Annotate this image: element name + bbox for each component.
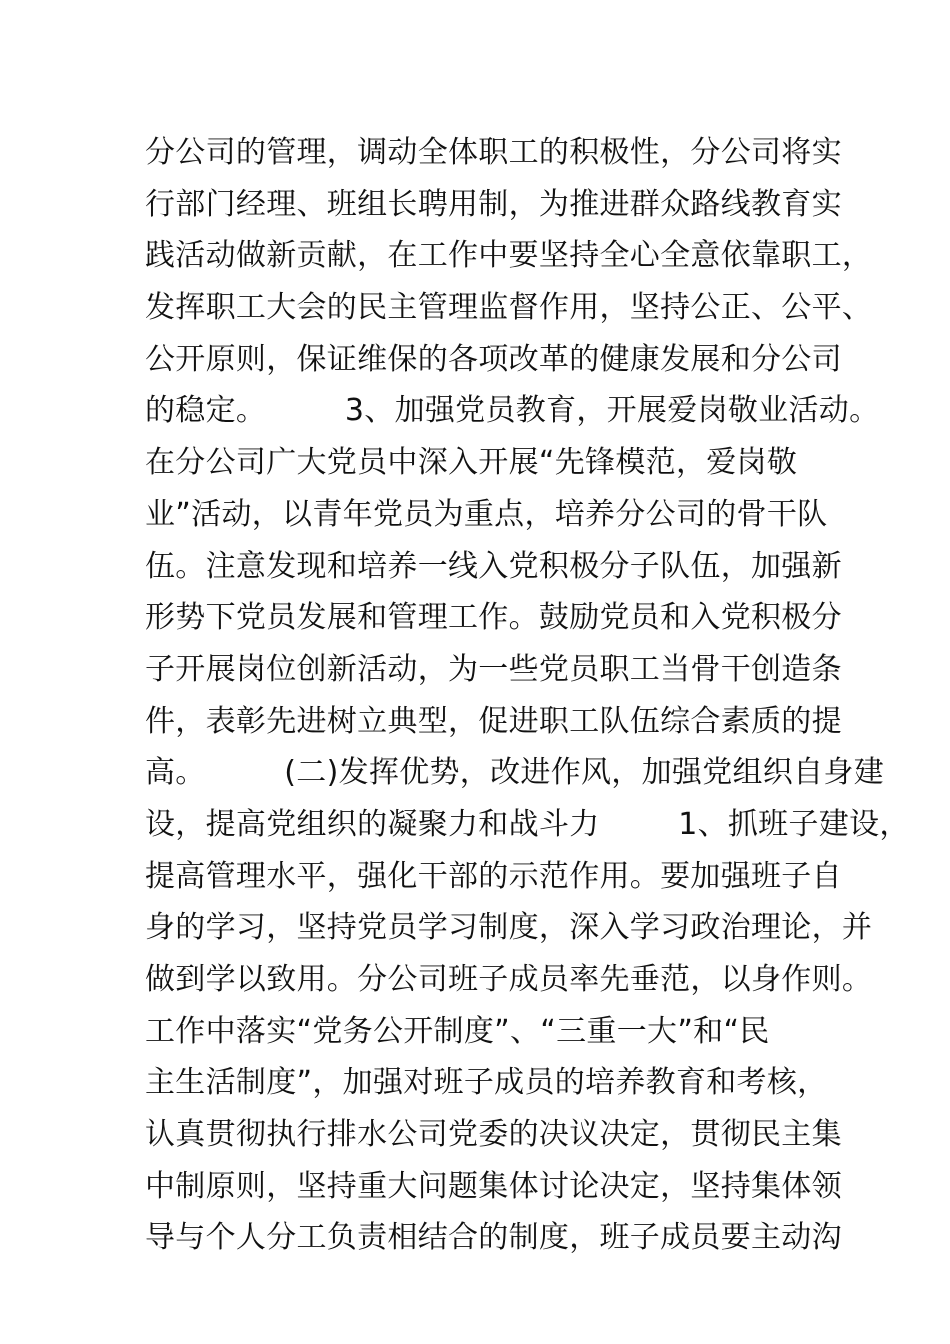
- text-line: 伍。注意发现和培养一线入党积极分子队伍，加强新: [145, 548, 842, 584]
- text-line: 高。 (二)发挥优势，改进作风，加强党组织自身建: [145, 755, 884, 791]
- text-line: 践活动做新贡献，在工作中要坚持全心全意依靠职工，: [145, 238, 873, 274]
- text-line: 行部门经理、班组长聘用制，为推进群众路线教育实: [145, 186, 842, 222]
- text-line: 中制原则，坚持重大问题集体讨论决定，坚持集体领: [145, 1168, 842, 1204]
- text-line: 分公司的管理，调动全体职工的积极性，分公司将实: [145, 135, 842, 170]
- text-line: 子开展岗位创新活动，为一些党员职工当骨干创造条: [145, 651, 842, 687]
- text-line: 主生活制度”，加强对班子成员的培养教育和考核，: [145, 1065, 828, 1101]
- text-line: 发挥职工大会的民主管理监督作用，坚持公正、公平、: [145, 290, 873, 326]
- text-line: 业”活动，以青年党员为重点，培养分公司的骨干队: [145, 496, 828, 532]
- text-line: 提高管理水平，强化干部的示范作用。要加强班子自: [145, 858, 842, 894]
- text-line: 公开原则，保证维保的各项改革的健康发展和分公司: [145, 341, 842, 377]
- text-line: 身的学习，坚持党员学习制度，深入学习政治理论，并: [145, 910, 873, 946]
- body-text: [145, 127, 910, 1264]
- text-line: 设，提高党组织的凝聚力和战斗力 1、抓班子建设，: [145, 806, 910, 842]
- text-line: 做到学以致用。分公司班子成员率先垂范，以身作则。: [145, 962, 873, 997]
- text-line: 的稳定。 3、加强党员教育，开展爱岗敬业活动。: [145, 393, 880, 429]
- text-line: 工作中落实“党务公开制度”、“三重一大”和“民: [145, 1013, 770, 1049]
- text-line: 在分公司广大党员中深入开展“先锋模范，爱岗敬: [145, 445, 798, 481]
- text-line: 形势下党员发展和管理工作。鼓励党员和入党积极分: [145, 600, 842, 636]
- text-line: 导与个人分工负责相结合的制度，班子成员要主动沟: [145, 1220, 842, 1256]
- text-line: 件，表彰先进树立典型，促进职工队伍综合素质的提: [145, 703, 842, 739]
- text-line: 认真贯彻执行排水公司党委的决议决定，贯彻民主集: [145, 1117, 842, 1153]
